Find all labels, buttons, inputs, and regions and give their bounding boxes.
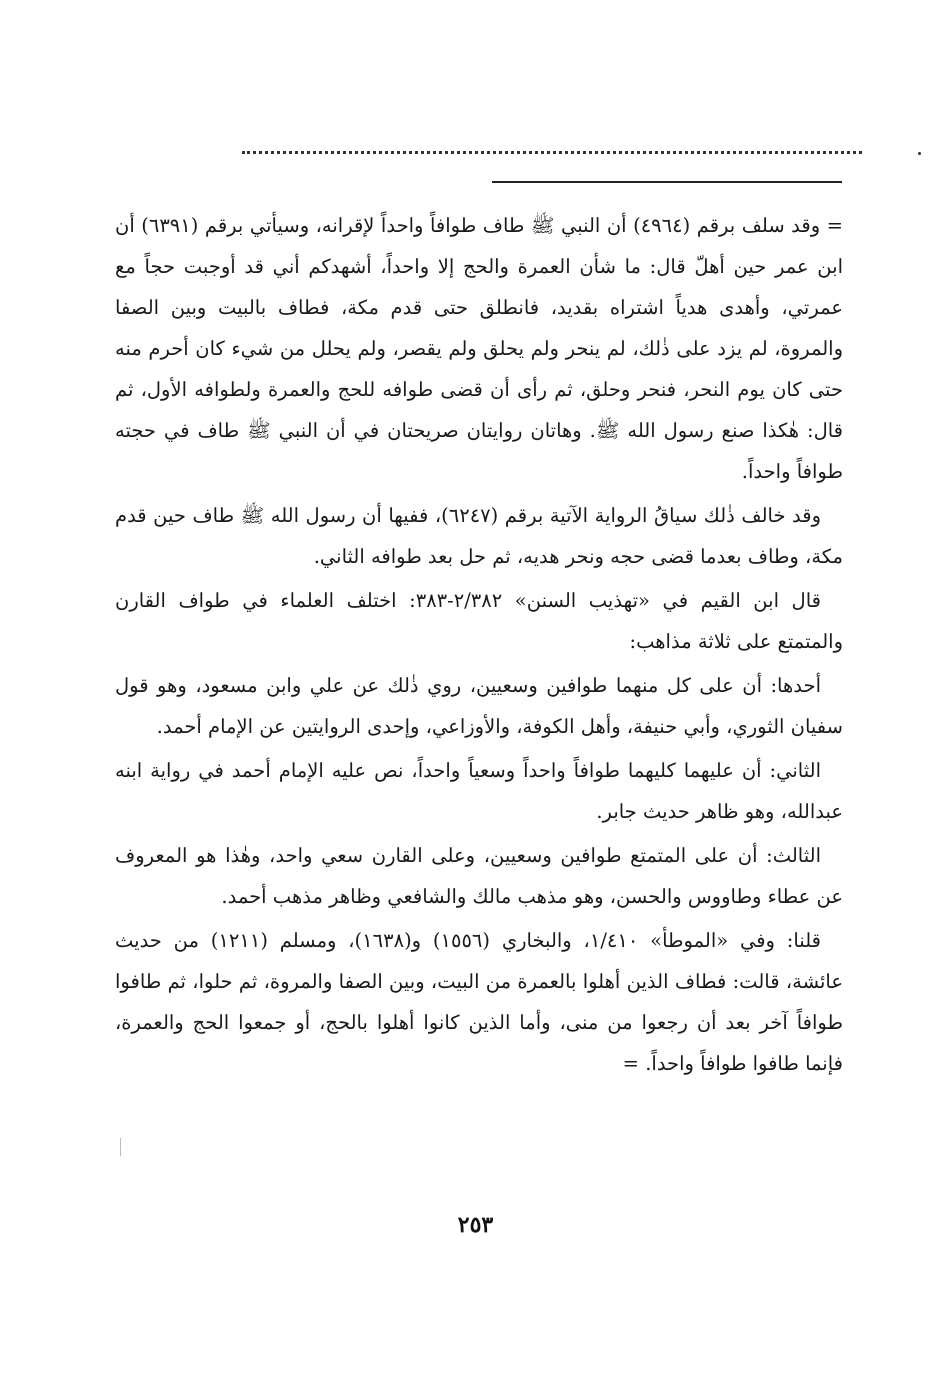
- header-stray-dot: [918, 152, 921, 155]
- footnote-paragraph-6: الثالث: أن على المتمتع طوافين وسعيين، وعلى القارن سعي واحد، وهٰذا هو المعروف عن عطاء وطاووس والحسن، وهو مذهب مالك والشافعي وظاهر مذهب أحمد.: [115, 844, 843, 908]
- footnote-paragraph-7: قلنا: وفي «الموطأ» ١/٤١٠، والبخاري (١٥٥٦) و(١٦٣٨)، ومسلم (١٢١١) من حديث عائشة، قالت: فطاف الذين أهلوا بالعمرة من البيت، وبين الصفا والمروة، ثم حلوا، ثم طافوا طوافاً آخر بعد أن رجعوا من منى، وأما الذين كانوا أهلوا بالحج، أو جمعوا الحج والعمرة، فإنما طافوا طوافاً واحداً. =: [115, 929, 843, 1075]
- footnote-paragraph-5: الثاني: أن عليهما كليهما طوافاً واحداً وسعياً واحداً، نص عليه الإمام أحمد في رواية ابنه عبدالله، وهو ظاهر حديث جابر.: [115, 759, 843, 823]
- footnote-paragraph-2: وقد خالف ذٰلك سياقُ الرواية الآتية برقم (٦٢٤٧)، ففيها أن رسول الله ﷺ طاف حين قدم مكة، وطاف بعدما قضى حجه ونحر هديه، ثم حل بعد طوافه الثاني.: [115, 504, 843, 568]
- footnote-paragraph-3: قال ابن القيم في «تهذيب السنن» ٢/٣٨٢-٣٨٣: اختلف العلماء في طواف القارن والمتمتع على ثلاثة مذاهب:: [115, 589, 843, 653]
- footnote-paragraph-1: = وقد سلف برقم (٤٩٦٤) أن النبي ﷺ طاف طوافاً واحداً لإقرانه، وسيأتي برقم (٦٣٩١) أن ابن عمر حين أهلّ قال: ما شأن العمرة والحج إلا واحداً، أشهدكم أني قد أوجبت حجاً مع عمرتي، وأهدى هدياً اشتراه بقديد، فانطلق حتى قدم مكة، فطاف بالبيت وبين الصفا والمروة، لم يزد على ذٰلك، لم ينحر ولم يحلق ولم يقصر، ولم يحلل من شيء كان أحرم منه حتى كان يوم النحر، فنحر وحلق، ثم رأى أن قضى طوافه للحج والعمرة ولطوافه الأول، ثم قال: هٰكذا صنع رسول الله ﷺ. وهاتان روايتان صريحتان في أن النبي ﷺ طاف في حجته طوافاً واحداً.: [115, 214, 843, 483]
- footnote-text-block: [115, 205, 843, 1087]
- page-number: ٢٥٣: [457, 1212, 494, 1238]
- header-dotted-rule: [242, 151, 862, 154]
- footnote-paragraph-4: أحدها: أن على كل منهما طوافين وسعيين، روي ذٰلك عن علي وابن مسعود، وهو قول سفيان الثوري، وأبي حنيفة، وأهل الكوفة، والأوزاعي، وإحدى الروايتين عن الإمام أحمد.: [115, 674, 843, 738]
- margin-mark: [120, 1138, 121, 1156]
- footnote-separator-rule: [492, 181, 842, 183]
